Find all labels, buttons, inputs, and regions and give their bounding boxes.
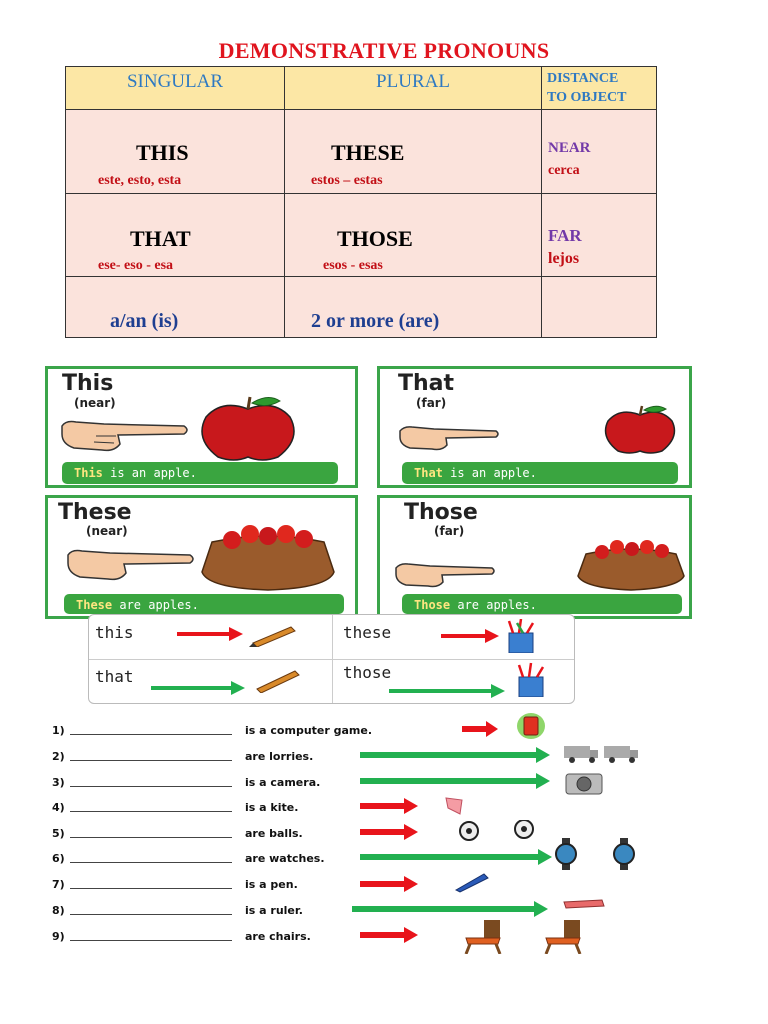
ball-icon bbox=[458, 820, 542, 842]
exercise-text: are watches. bbox=[245, 852, 325, 865]
camera-icon bbox=[564, 768, 604, 796]
red-arrow-icon bbox=[177, 625, 247, 643]
green-arrow-icon bbox=[360, 747, 550, 763]
exercise-number: 4) bbox=[52, 801, 65, 814]
sentence-bar: These are apples. bbox=[64, 594, 344, 614]
exercise-number: 7) bbox=[52, 878, 65, 891]
pointing-hand-icon bbox=[56, 414, 191, 454]
distance-far-es: lejos bbox=[548, 250, 580, 267]
exercise-number: 9) bbox=[52, 930, 65, 943]
card-those: Those (far) Those are apples. bbox=[377, 495, 692, 619]
exercise-number: 5) bbox=[52, 827, 65, 840]
green-arrow-icon bbox=[151, 679, 247, 697]
exercise-number: 8) bbox=[52, 904, 65, 917]
spanish-these: estos – estas bbox=[311, 173, 383, 188]
answer-blank[interactable] bbox=[70, 862, 232, 863]
chair-icon bbox=[460, 918, 590, 954]
spanish-those: esos - esas bbox=[323, 258, 383, 273]
page-title: DEMONSTRATIVE PRONOUNS bbox=[218, 38, 550, 63]
kite-icon bbox=[442, 794, 466, 818]
red-arrow-icon bbox=[360, 798, 418, 814]
exercise-text: is a kite. bbox=[245, 801, 299, 814]
pointing-hand-icon bbox=[392, 558, 498, 590]
red-arrow-icon bbox=[360, 927, 418, 943]
header-singular: SINGULAR bbox=[66, 67, 285, 110]
distance-far: FAR bbox=[548, 226, 582, 245]
pencil-cup-icon bbox=[513, 661, 549, 697]
red-arrow-icon bbox=[441, 627, 501, 645]
exercise-text: is a camera. bbox=[245, 776, 321, 789]
answer-blank[interactable] bbox=[70, 760, 232, 761]
pencil-cup-icon bbox=[503, 619, 539, 653]
plural-rule: 2 or more (are) bbox=[311, 310, 440, 332]
table-row bbox=[66, 110, 657, 194]
apple-icon bbox=[194, 393, 302, 463]
exercise-number: 2) bbox=[52, 750, 65, 763]
green-arrow-icon bbox=[360, 773, 550, 789]
pronoun-guide bbox=[88, 614, 575, 704]
truck-icon bbox=[562, 742, 642, 764]
guide-these: these bbox=[343, 623, 392, 642]
answer-blank[interactable] bbox=[70, 734, 232, 735]
pen-icon bbox=[452, 870, 492, 894]
card-this: This (near) This is an apple. bbox=[45, 366, 358, 488]
apple-basket-icon bbox=[198, 522, 338, 592]
distance-near-es: cerca bbox=[548, 163, 580, 178]
card-that: That (far) That is an apple. bbox=[377, 366, 692, 488]
table-row bbox=[66, 194, 657, 277]
word-this: THIS bbox=[136, 140, 189, 165]
green-arrow-icon bbox=[352, 901, 548, 917]
table-row bbox=[66, 277, 657, 338]
card-these: These (near) These are apples. bbox=[45, 495, 358, 619]
apple-icon bbox=[600, 403, 680, 455]
guide-those: those bbox=[343, 663, 392, 682]
pencil-icon bbox=[249, 623, 299, 647]
exercise-number: 6) bbox=[52, 852, 65, 865]
pronoun-table bbox=[65, 66, 657, 338]
answer-blank[interactable] bbox=[70, 888, 232, 889]
exercise-number: 3) bbox=[52, 776, 65, 789]
sentence-bar: Those are apples. bbox=[402, 594, 682, 614]
distance-near: NEAR bbox=[548, 140, 591, 156]
exercise-text: is a computer game. bbox=[245, 724, 373, 737]
exercise-text: are balls. bbox=[245, 827, 303, 840]
exercise-text: is a ruler. bbox=[245, 904, 303, 917]
word-those: THOSE bbox=[337, 226, 413, 251]
red-arrow-icon bbox=[360, 876, 418, 892]
answer-blank[interactable] bbox=[70, 811, 232, 812]
exercise-text: are lorries. bbox=[245, 750, 314, 763]
sentence-bar: That is an apple. bbox=[402, 462, 678, 484]
exercise-text: are chairs. bbox=[245, 930, 311, 943]
header-distance: DISTANCE TO OBJECT bbox=[542, 67, 657, 110]
sentence-bar: This is an apple. bbox=[62, 462, 338, 484]
ruler-icon bbox=[562, 896, 606, 912]
singular-rule: a/an (is) bbox=[110, 310, 179, 332]
red-arrow-icon bbox=[462, 721, 498, 737]
apple-basket-icon bbox=[576, 538, 686, 592]
answer-blank[interactable] bbox=[70, 940, 232, 941]
spanish-that: ese- eso - esa bbox=[98, 258, 174, 273]
word-that: THAT bbox=[130, 226, 191, 251]
red-arrow-icon bbox=[360, 824, 418, 840]
answer-blank[interactable] bbox=[70, 786, 232, 787]
game-icon bbox=[516, 712, 546, 740]
exercise-number: 1) bbox=[52, 724, 65, 737]
guide-that: that bbox=[95, 667, 134, 686]
green-arrow-icon bbox=[389, 682, 507, 700]
pointing-hand-icon bbox=[62, 543, 197, 583]
header-plural: PLURAL bbox=[285, 67, 542, 110]
word-these: THESE bbox=[331, 140, 405, 165]
guide-this: this bbox=[95, 623, 134, 642]
answer-blank[interactable] bbox=[70, 837, 232, 838]
pencil-icon bbox=[253, 667, 303, 693]
answer-blank[interactable] bbox=[70, 914, 232, 915]
watch-icon bbox=[554, 836, 644, 872]
pointing-hand-icon bbox=[396, 421, 502, 453]
green-arrow-icon bbox=[360, 849, 552, 865]
spanish-this: este, esto, esta bbox=[98, 173, 182, 188]
exercise-text: is a pen. bbox=[245, 878, 298, 891]
